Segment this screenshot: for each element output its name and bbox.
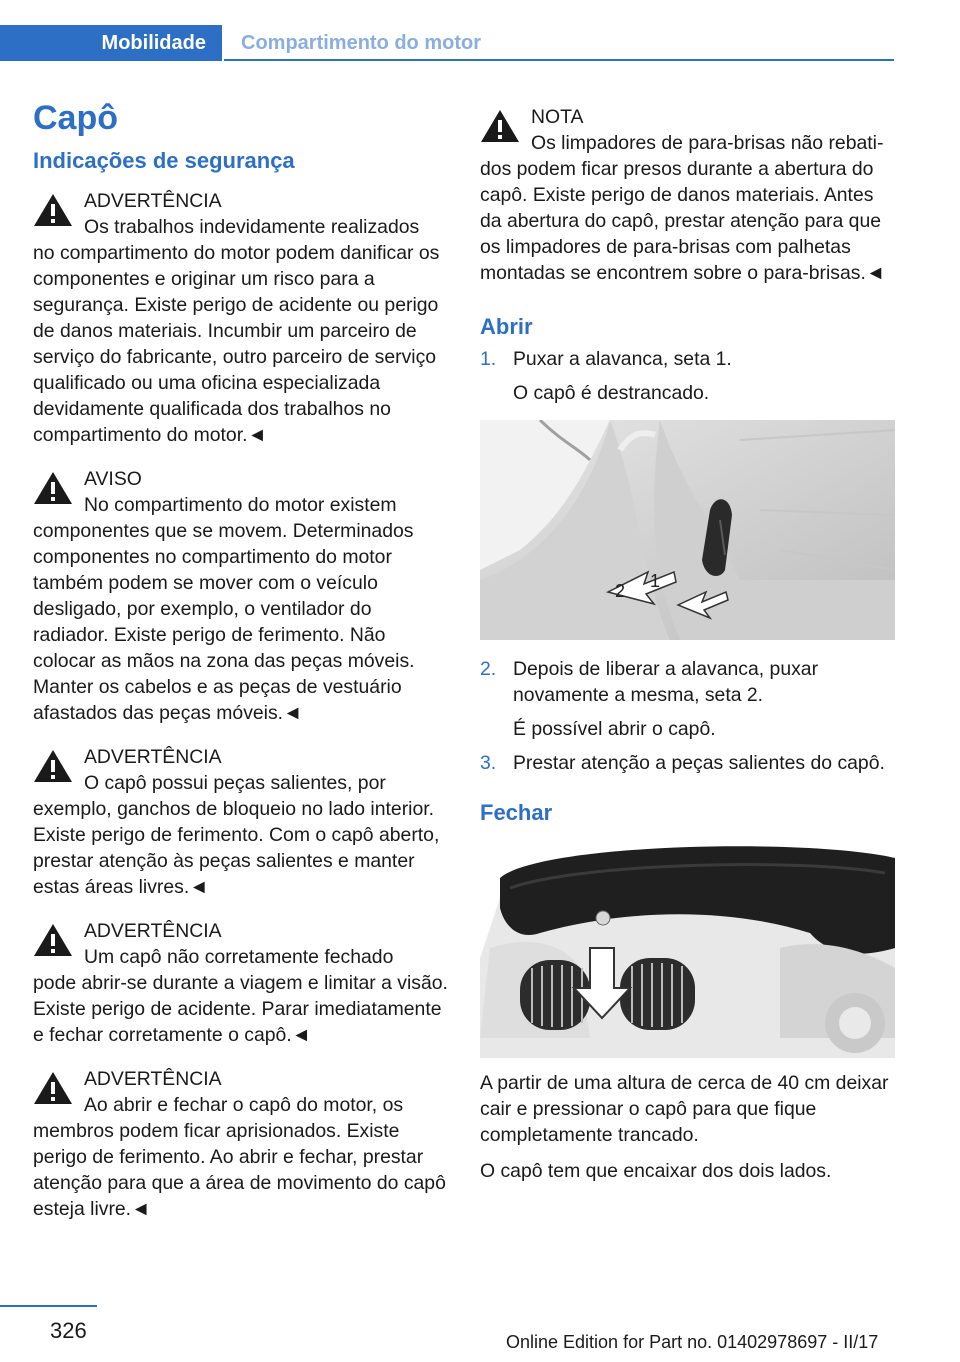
warning-triangle-icon xyxy=(33,1070,73,1106)
step-text: Puxar a alavanca, seta 1. xyxy=(513,348,732,370)
warning-first-line: No compartimento do motor existem xyxy=(84,494,397,516)
page-number: 326 xyxy=(50,1318,87,1343)
warning-triangle-icon xyxy=(480,108,520,144)
step-result: É possível abrir o capô. xyxy=(513,718,716,740)
arrow-label-2: 2 xyxy=(615,581,626,601)
warning-triangle-icon xyxy=(33,192,73,228)
step-text: Prestar atenção a peças salientes do capô. xyxy=(513,752,885,774)
warning-label: ADVERTÊNCIA xyxy=(84,746,222,768)
step-text: Depois de liberar a alavanca, puxar novamente a mesma, seta 2. xyxy=(513,658,819,706)
edition-text: Online Edition for Part no. 01402978697 - II/17 xyxy=(506,1332,879,1352)
car-hood-closing-image xyxy=(480,838,895,1058)
warning-block-5 xyxy=(33,1066,449,1222)
right-column xyxy=(480,104,896,1184)
safety-heading: Indicações de segurança xyxy=(33,148,295,173)
warning-label: ADVERTÊNCIA xyxy=(84,920,222,942)
hood-release-lever-image xyxy=(480,420,895,640)
footer-divider xyxy=(0,1305,97,1307)
close-heading: Fechar xyxy=(480,800,553,825)
warning-text: pode abrir-se durante a viagem e limitar a visão. Existe perigo de acidente. Parar imediatamente e fechar corretamente o capô.◄ xyxy=(33,972,448,1046)
note-label: NOTA xyxy=(531,106,584,128)
note-block xyxy=(480,104,896,286)
warning-text: exemplo, ganchos de bloqueio no lado interior. Existe perigo de ferimento. Com o capô aberto, prestar atenção às peças salientes e manter estas áreas livres.◄ xyxy=(33,798,440,898)
header-section-label: Mobilidade xyxy=(101,32,206,54)
warning-triangle-icon xyxy=(33,470,73,506)
header-section-tab[interactable] xyxy=(0,25,222,61)
warning-first-line: Ao abrir e fechar o capô do motor, os xyxy=(84,1094,404,1116)
step-number: 2. xyxy=(480,658,497,680)
warning-triangle-icon xyxy=(33,922,73,958)
warning-first-line: Os trabalhos indevidamente realizados xyxy=(84,216,420,238)
close-paragraph-2: O capô tem que encaixar dos dois lados. xyxy=(480,1160,832,1182)
warning-block-2 xyxy=(33,466,449,726)
left-column xyxy=(33,96,449,1222)
page-title: Capô xyxy=(33,99,118,137)
header-divider xyxy=(224,59,894,61)
warning-triangle-icon xyxy=(33,748,73,784)
warning-block-1 xyxy=(33,188,449,448)
open-heading: Abrir xyxy=(480,314,533,339)
warning-text: membros podem ficar aprisionados. Existe perigo de ferimento. Ao abrir e fechar, prestar atenção para que a área de movimento do capô esteja livre.◄ xyxy=(33,1120,446,1220)
step-number: 1. xyxy=(480,348,497,370)
open-steps-list xyxy=(480,346,896,406)
warning-block-3 xyxy=(33,744,449,900)
open-steps-list-continued xyxy=(480,656,896,776)
step-number: 3. xyxy=(480,752,497,774)
step-result: O capô é destrancado. xyxy=(513,382,710,404)
note-first-line: Os limpadores de para-brisas não rebati- xyxy=(531,132,884,154)
warning-label: ADVERTÊNCIA xyxy=(84,1068,222,1090)
warning-text: no compartimento do motor podem danificar os componentes e originar um risco para a segurança. Existe perigo de acidente ou perigo de danos materiais. Incumbir um parceiro de serviço do fabricante, outro parceiro de serviço qualificado ou uma oficina especializada devidamente qualificada dos trabalhos no compartimento do motor.◄ xyxy=(33,242,440,446)
open-step-2 xyxy=(480,656,896,742)
open-step-1 xyxy=(480,346,896,406)
page-header xyxy=(0,25,894,61)
warning-block-4 xyxy=(33,918,449,1048)
warning-label: ADVERTÊNCIA xyxy=(84,190,222,212)
warning-text: componentes que se movem. Determinados componentes no compartimento do motor também podem se mover com o veículo desligado, por exemplo, o ventilador do radiador. Existe perigo de ferimento. Não colocar as mãos na zona das peças móveis. Manter os cabelos e as peças de vestuário afastados das peças móveis.◄ xyxy=(33,520,415,724)
warning-label: AVISO xyxy=(84,468,142,490)
warning-first-line: Um capô não corretamente fechado xyxy=(84,946,394,968)
warning-first-line: O capô possui peças salientes, por xyxy=(84,772,386,794)
header-chapter-label: Compartimento do motor xyxy=(241,32,481,54)
arrow-label-1: 1 xyxy=(650,571,661,591)
header-chapter-tab[interactable] xyxy=(224,25,894,61)
close-paragraph-1: A partir de uma altura de cerca de 40 cm deixar cair e pressionar o capô para que fique completamente trancado. xyxy=(480,1072,889,1146)
open-step-3 xyxy=(480,750,896,776)
note-text: dos podem ficar presos durante a abertura do capô. Existe perigo de danos materiais. Antes da abertura do capô, prestar atenção para que os limpadores de para-brisas com palhetas montadas se encontrem sobre o para-brisas.◄ xyxy=(480,158,886,284)
